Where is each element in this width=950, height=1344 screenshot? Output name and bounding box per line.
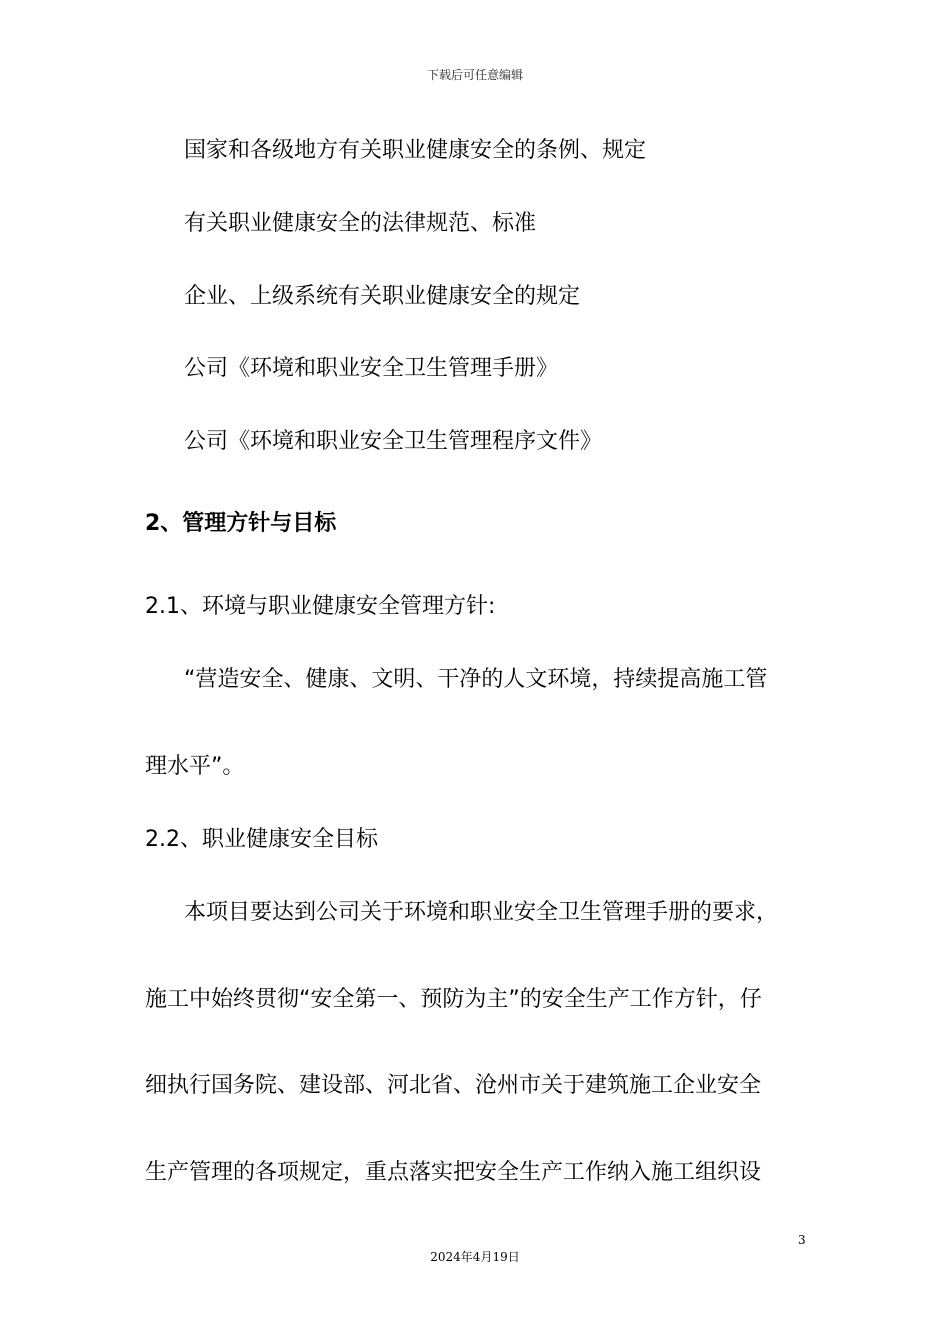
list-item: 有关职业健康安全的法律规范、标准 <box>184 211 537 236</box>
paragraph-line: 施工中始终贯彻“安全第一、预防为主”的安全生产工作方针，仔 <box>145 987 762 1012</box>
paragraph-line: 理水平”。 <box>145 754 245 779</box>
paragraph-line: 细执行国务院、建设部、河北省、沧州市关于建筑施工企业安全 <box>145 1073 762 1098</box>
footer-date: 2024年4月19日 <box>430 1250 520 1264</box>
paragraph-line: 本项目要达到公司关于环境和职业安全卫生管理手册的要求， <box>184 900 779 925</box>
list-item: 公司《环境和职业安全卫生管理程序文件》 <box>184 429 603 454</box>
section-heading: 2、管理方针与目标 <box>145 511 337 536</box>
subsection-heading: 2.2、职业健康安全目标 <box>145 827 378 852</box>
paragraph-line: 生产管理的各项规定，重点落实把安全生产工作纳入施工组织设 <box>145 1160 762 1185</box>
list-item: 公司《环境和职业安全卫生管理手册》 <box>184 356 559 381</box>
page-number: 3 <box>798 1233 806 1247</box>
list-item: 国家和各级地方有关职业健康安全的条例、规定 <box>184 138 647 163</box>
list-item: 企业、上级系统有关职业健康安全的规定 <box>184 284 581 309</box>
subsection-heading: 2.1、环境与职业健康安全管理方针: <box>145 594 496 619</box>
paragraph-line: “营造安全、健康、文明、干净的人文环境，持续提高施工管 <box>184 667 768 692</box>
page-header: 下载后可任意编辑 <box>426 68 523 82</box>
